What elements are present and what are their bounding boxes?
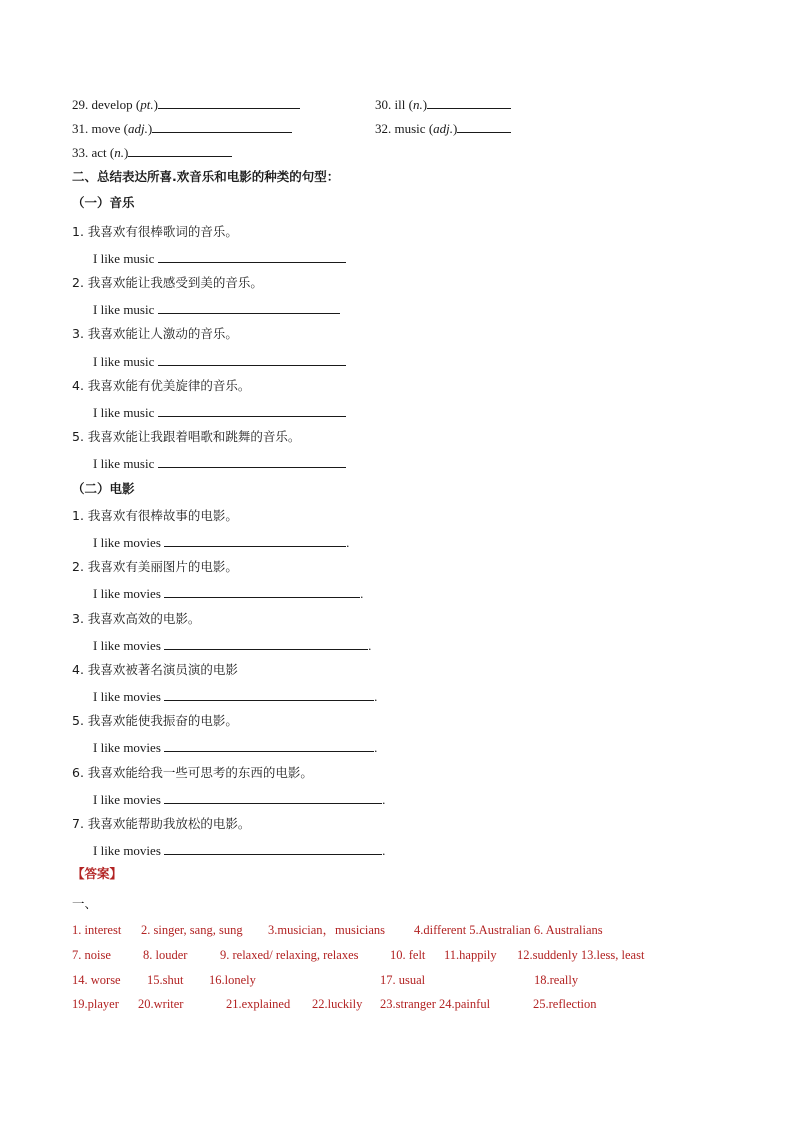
answer-text: 11.happily <box>444 948 497 962</box>
movie-answer-line-7: I like movies . <box>93 843 386 858</box>
answer-blank[interactable] <box>158 250 346 263</box>
answer-blank[interactable] <box>164 534 346 547</box>
part-of-speech: n. <box>114 145 124 160</box>
movie-answer-line-1: I like movies . <box>93 535 350 550</box>
music-answer-line-2: I like music <box>93 301 340 318</box>
answer-blank[interactable] <box>164 842 382 855</box>
answer-text: 1. interest <box>72 923 122 937</box>
answer-text: 14. worse <box>72 973 121 987</box>
answer-text: 21.explained <box>226 997 291 1011</box>
answer-blank[interactable] <box>457 120 511 133</box>
answer-text: 15.shut <box>147 973 184 987</box>
answer-text: 7. noise <box>72 948 111 962</box>
vocab-item-31: 31. move (adj.) <box>72 120 292 137</box>
movie-answer-line-4: I like movies . <box>93 689 378 704</box>
music-question-2: 2. 我喜欢能让我感受到美的音乐。 <box>72 275 263 290</box>
answer-text: 23.stranger 24.painful <box>380 997 491 1011</box>
answer-text: 8. louder <box>143 948 188 962</box>
vocab-item-29: 29. develop (pt.) <box>72 96 300 113</box>
answer-blank[interactable] <box>158 404 346 417</box>
answer-text: 17. usual <box>380 973 426 987</box>
answer-text: 12.suddenly 13.less, least <box>517 948 645 962</box>
answer-blank[interactable] <box>128 144 232 157</box>
answer-blank[interactable] <box>164 739 374 752</box>
answer-text: 4.different 5.Australian 6. Australians <box>414 923 603 937</box>
music-question-1: 1. 我喜欢有很棒歌词的音乐。 <box>72 224 238 239</box>
answer-blank[interactable] <box>158 455 346 468</box>
answer-blank[interactable] <box>158 353 346 366</box>
answer-text: 20.writer <box>138 997 184 1011</box>
answer-text: 2. singer, sang, sung <box>141 923 243 937</box>
vocab-item-32: 32. music (adj.) <box>375 120 511 137</box>
answer-text: 18.really <box>534 973 579 987</box>
answer-blank[interactable] <box>164 791 382 804</box>
movie-answer-line-6: I like movies . <box>93 792 386 807</box>
answer-blank[interactable] <box>164 585 360 598</box>
music-heading: （一）音乐 <box>72 195 135 210</box>
answer-blank[interactable] <box>158 301 340 314</box>
answer-blank[interactable] <box>164 637 368 650</box>
movie-answer-line-2: I like movies . <box>93 586 364 601</box>
movie-question-4: 4. 我喜欢被著名演员演的电影 <box>72 662 238 677</box>
answer-text: 16.lonely <box>209 973 256 987</box>
music-answer-line-1: I like music <box>93 250 346 267</box>
movies-heading: （二）电影 <box>72 481 135 496</box>
music-answer-line-5: I like music <box>93 455 346 472</box>
music-question-4: 4. 我喜欢能有优美旋律的音乐。 <box>72 378 251 393</box>
movie-question-6: 6. 我喜欢能给我一些可思考的东西的电影。 <box>72 765 313 780</box>
answer-blank[interactable] <box>158 96 300 109</box>
answers-part-label: 一、 <box>72 896 98 911</box>
music-question-3: 3. 我喜欢能让人激动的音乐。 <box>72 326 238 341</box>
music-answer-line-3: I like music <box>93 353 346 370</box>
music-question-5: 5. 我喜欢能让我跟着唱歌和跳舞的音乐。 <box>72 429 301 444</box>
answer-text: 9. relaxed/ relaxing, relaxes <box>220 948 359 962</box>
part-of-speech: adj. <box>433 121 454 136</box>
answer-blank[interactable] <box>152 120 292 133</box>
vocab-item-30: 30. ill (n.) <box>375 96 511 113</box>
answer-text: 25.reflection <box>533 997 597 1011</box>
part-of-speech: adj. <box>127 121 148 136</box>
section-title: 二、总结表达所喜.欢音乐和电影的种类的句型： <box>72 169 340 184</box>
answers-heading: 【答案】 <box>72 866 123 881</box>
movie-answer-line-5: I like movies . <box>93 740 378 755</box>
movie-question-7: 7. 我喜欢能帮助我放松的电影。 <box>72 816 251 831</box>
movie-question-2: 2. 我喜欢有美丽图片的电影。 <box>72 559 238 574</box>
part-of-speech: n. <box>412 97 423 112</box>
answer-text: 19.player <box>72 997 119 1011</box>
movie-question-1: 1. 我喜欢有很棒故事的电影。 <box>72 508 238 523</box>
part-of-speech: pt. <box>140 97 154 112</box>
answer-blank[interactable] <box>164 688 374 701</box>
movie-question-3: 3. 我喜欢高效的电影。 <box>72 611 201 626</box>
answer-text: 22.luckily <box>312 997 363 1011</box>
answer-blank[interactable] <box>427 96 511 109</box>
movie-question-5: 5. 我喜欢能使我振奋的电影。 <box>72 713 238 728</box>
music-answer-line-4: I like music <box>93 404 346 421</box>
answer-text: 3.musician，musicians <box>268 923 385 937</box>
answer-text: 10. felt <box>390 948 426 962</box>
movie-answer-line-3: I like movies . <box>93 638 372 653</box>
vocab-item-33: 33. act (n.) <box>72 144 232 161</box>
